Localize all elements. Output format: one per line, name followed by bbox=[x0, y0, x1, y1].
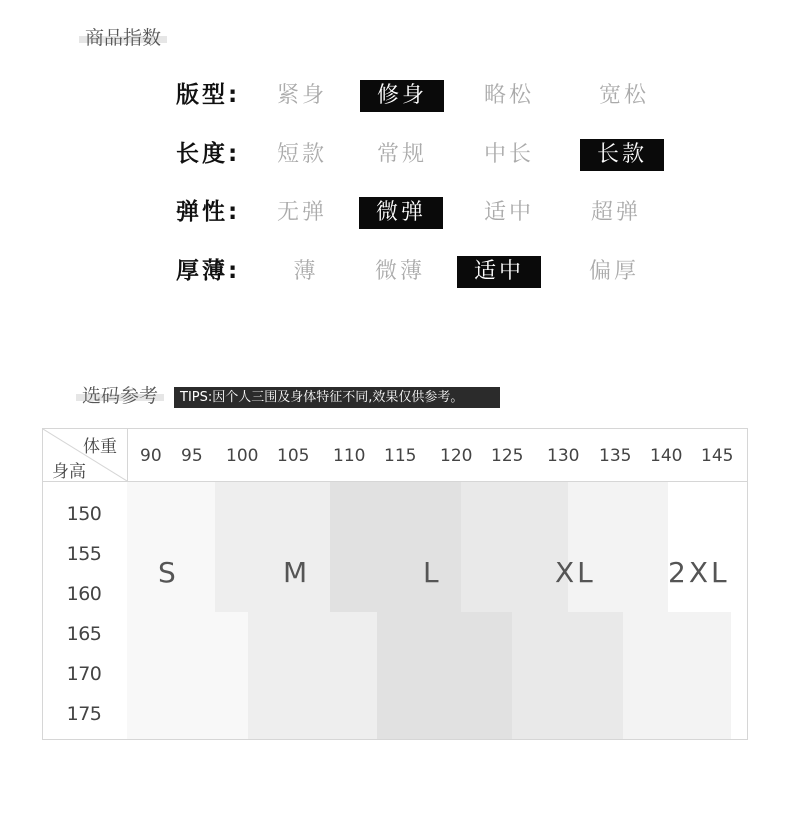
row-label-thickness: 厚薄: bbox=[176, 258, 241, 284]
size-label-xl: XL bbox=[555, 556, 596, 589]
weight-label: 130 bbox=[547, 446, 580, 466]
corner-height-label: 身高 bbox=[52, 462, 86, 481]
weight-label: 105 bbox=[277, 446, 310, 466]
option-fit-loose: 宽松 bbox=[598, 83, 649, 108]
weight-label: 100 bbox=[226, 446, 259, 466]
option-length-mid: 中长 bbox=[483, 142, 534, 167]
option-fit-relaxed: 略松 bbox=[483, 83, 534, 108]
option-thickness-thin: 薄 bbox=[293, 259, 319, 284]
weight-label: 110 bbox=[333, 446, 366, 466]
option-elasticity-slight-selected: 微弹 bbox=[359, 197, 443, 229]
product-index-title: 商品指数 bbox=[79, 27, 167, 49]
height-label: 155 bbox=[66, 543, 102, 565]
weight-label: 135 bbox=[599, 446, 632, 466]
weight-label: 145 bbox=[701, 446, 734, 466]
size-label-2xl: 2XL bbox=[668, 556, 730, 589]
option-elasticity-super: 超弹 bbox=[590, 200, 641, 225]
option-length-long-selected: 长款 bbox=[580, 139, 664, 171]
size-label-s: S bbox=[158, 556, 179, 589]
option-thickness-moderate-selected: 适中 bbox=[457, 256, 541, 288]
height-label: 175 bbox=[66, 703, 102, 725]
option-thickness-thick: 偏厚 bbox=[588, 259, 639, 284]
option-elasticity-moderate: 适中 bbox=[483, 200, 534, 225]
option-fit-tight: 紧身 bbox=[276, 83, 327, 108]
corner-weight-label: 体重 bbox=[83, 437, 117, 457]
corner-divider bbox=[127, 429, 128, 481]
size-table bbox=[42, 428, 748, 740]
tips-banner: TIPS:因个人三围及身体特征不同,效果仅供参考。 bbox=[174, 387, 500, 408]
option-length-regular: 常规 bbox=[376, 142, 427, 167]
weight-label: 125 bbox=[491, 446, 524, 466]
weight-label: 115 bbox=[384, 446, 417, 466]
row-label-elasticity: 弹性: bbox=[176, 199, 241, 225]
weight-label: 95 bbox=[181, 446, 203, 466]
option-fit-slim-selected: 修身 bbox=[360, 80, 444, 112]
height-label: 170 bbox=[66, 663, 102, 685]
weight-label: 120 bbox=[440, 446, 473, 466]
height-label: 165 bbox=[66, 623, 102, 645]
header-divider bbox=[42, 481, 748, 482]
weight-label: 90 bbox=[140, 446, 162, 466]
option-thickness-slightly-thin: 微薄 bbox=[374, 259, 425, 284]
size-reference-title: 选码参考 bbox=[76, 385, 164, 407]
option-elasticity-none: 无弹 bbox=[276, 200, 327, 225]
height-label: 150 bbox=[66, 503, 102, 525]
corner-cell bbox=[43, 429, 127, 481]
row-label-fit: 版型: bbox=[176, 82, 241, 108]
row-label-length: 长度: bbox=[176, 141, 241, 167]
size-label-m: M bbox=[283, 556, 311, 589]
height-label: 160 bbox=[66, 583, 102, 605]
size-label-l: L bbox=[423, 556, 442, 589]
weight-label: 140 bbox=[650, 446, 683, 466]
option-length-short: 短款 bbox=[276, 142, 327, 167]
